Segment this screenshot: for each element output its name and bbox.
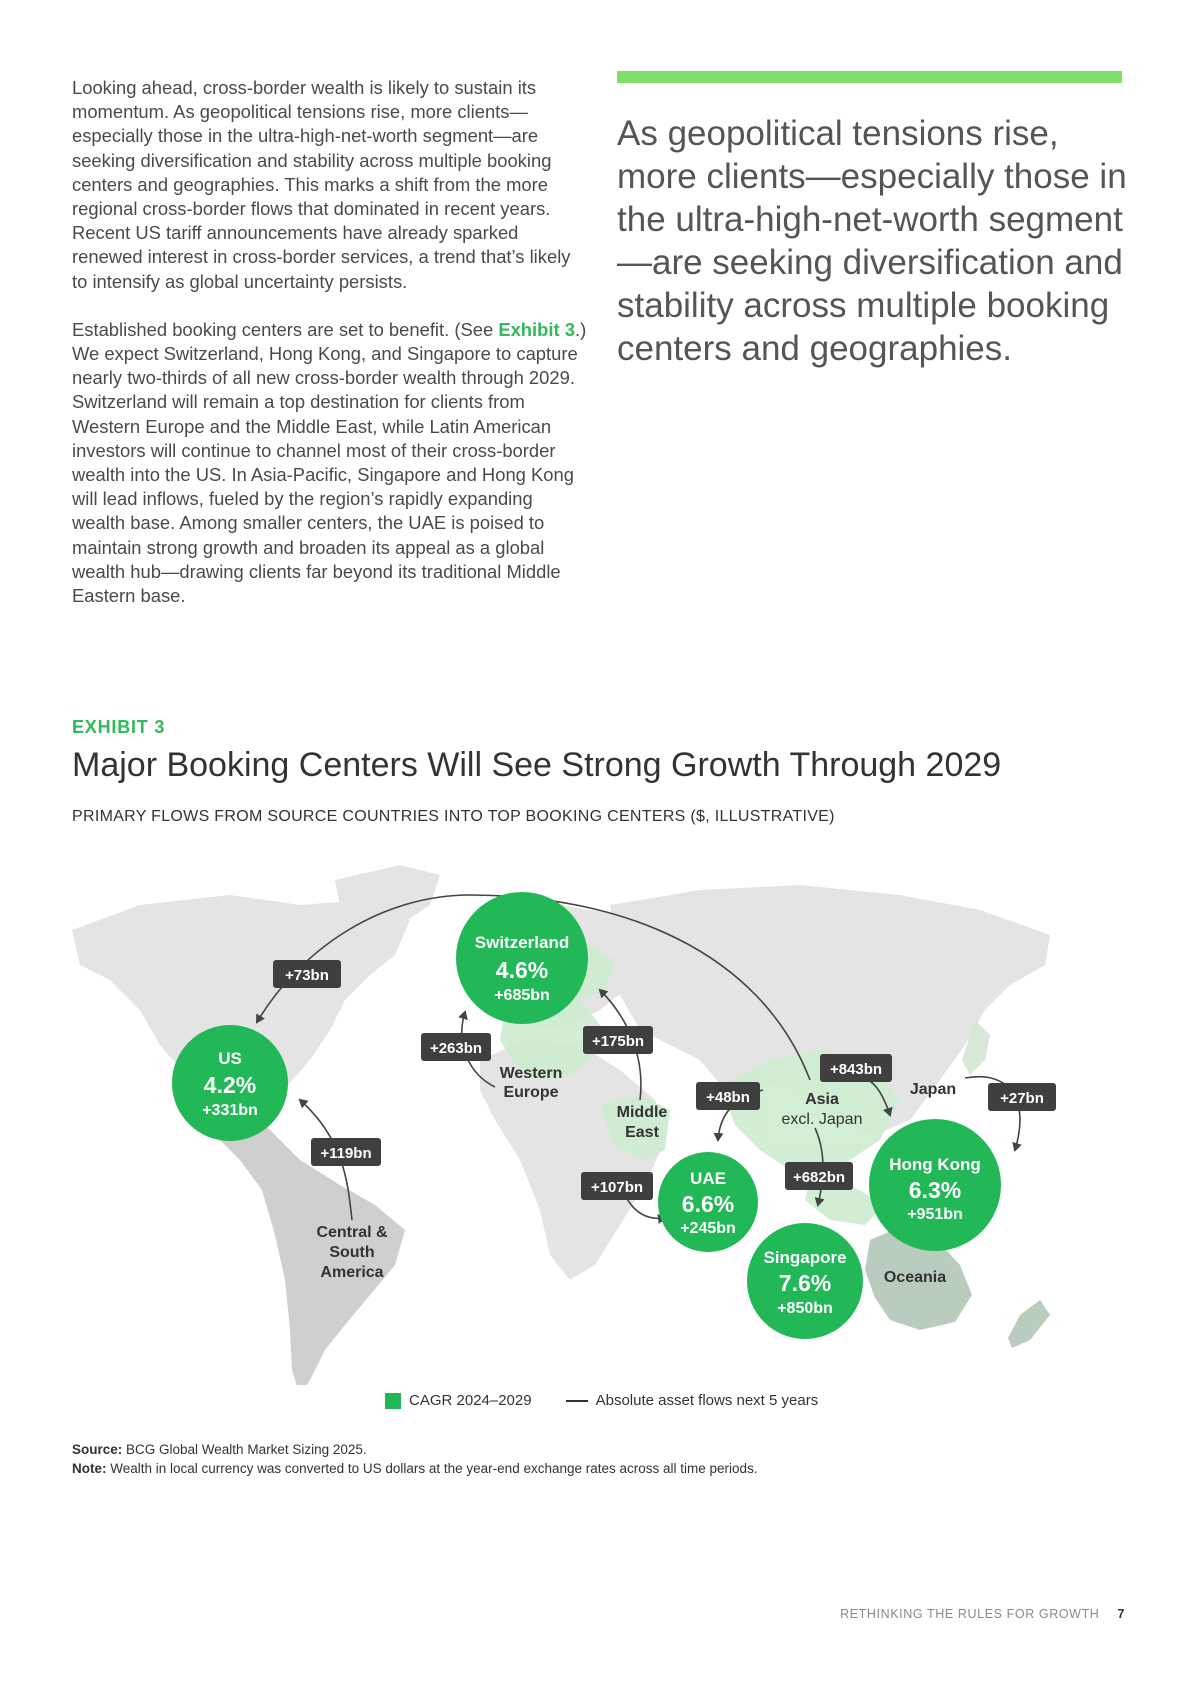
flow-label-asia-to-us: +73bn	[285, 967, 329, 984]
asia-label-2: excl. Japan	[781, 1111, 863, 1128]
center-hong-kong	[869, 1119, 1001, 1251]
flow-label-me-to-uae: +107bn	[590, 1179, 644, 1196]
page-footer	[840, 1607, 1125, 1621]
flow-label-we-to-ch: +263bn	[429, 1040, 483, 1057]
note-line	[72, 1459, 758, 1478]
uae-cagr: 6.6%	[681, 1191, 735, 1217]
source-label: Source:	[72, 1442, 123, 1457]
oceania-label: Oceania	[883, 1269, 947, 1286]
flow-label-asia-to-uae: +48bn	[706, 1089, 750, 1106]
para2-post: .) We expect Switzerland, Hong Kong, and Singapore to capture nearly two-thirds of all new cross-border wealth through 2029. Switzerland will remain a top destination for clients from Western Europe and the Middle East, while Latin American investors will continue to channel most of their cross-border wealth into the US. In Asia-Pacific, Singapore and Hong Kong will lead inflows, fueled by the region’s rapidly expanding wealth base. Among smaller centers, the UAE is poised to maintain strong growth and broaden its appeal as a global wealth hub—drawing clients far beyond its traditional Middle Eastern base.	[72, 318, 587, 607]
csa-label-1: Central &	[316, 1224, 388, 1241]
source-line	[72, 1440, 758, 1459]
singapore-name: Singapore	[763, 1248, 847, 1267]
center-singapore	[747, 1223, 863, 1339]
body-paragraph-1: Looking ahead, cross-border wealth is likely to sustain its momentum. As geopolitical tensions rise, more clients—especially those in the ultra-high-net-worth segment—are seeking diversification and stability across multiple booking centers and geographies. This marks a shift from the more regional cross-border flows that dominated in recent years. Recent US tariff announcements have already sparked renewed interest in cross-border services, a trend that’s likely to intensify as global uncertainty persists.	[72, 77, 571, 292]
note-label: Note:	[72, 1461, 107, 1476]
page-number: 7	[1117, 1607, 1125, 1621]
legend-cagr-label: CAGR 2024–2029	[409, 1392, 532, 1409]
hong-kong-cagr: 6.3%	[908, 1177, 962, 1203]
source-text: BCG Global Wealth Market Sizing 2025.	[122, 1442, 367, 1457]
exhibit-title: Major Booking Centers Will See Strong Growth Through 2029	[72, 746, 1002, 784]
western-europe-label-2: Europe	[503, 1084, 559, 1101]
asia-label-1: Asia	[805, 1091, 839, 1108]
us-cagr: 4.2%	[203, 1072, 257, 1098]
center-us	[172, 1025, 288, 1141]
singapore-cagr: 7.6%	[778, 1270, 832, 1296]
center-switzerland	[456, 892, 588, 1024]
exhibit-subtitle: PRIMARY FLOWS FROM SOURCE COUNTRIES INTO TOP BOOKING CENTERS ($, ILLUSTRATIVE)	[72, 808, 835, 825]
flow-label-asia-to-sg: +682bn	[792, 1169, 846, 1186]
hong-kong-flow: +951bn	[907, 1206, 963, 1223]
booking-centers-map	[60, 840, 1090, 1385]
middle-east-label-2: East	[625, 1124, 659, 1141]
middle-east-label-1: Middle	[616, 1104, 668, 1121]
legend-flows-label: Absolute asset flows next 5 years	[595, 1392, 819, 1409]
pullquote-accent-bar	[617, 71, 1122, 83]
body-paragraph-2	[72, 318, 590, 608]
map-legend	[385, 1392, 818, 1409]
csa-label-2: South	[329, 1244, 375, 1261]
pullquote: As geopolitical tensions rise, more clients—especially those in the ultra-high-net-worth segment—are seeking diversification and stability across multiple booking centers and geographies.	[617, 114, 1127, 368]
note-text: Wealth in local currency was converted to US dollars at the year-end exchange rates across all time periods.	[106, 1461, 758, 1476]
us-name: US	[218, 1049, 242, 1068]
legend-cagr-swatch	[385, 1393, 401, 1409]
us-flow: +331bn	[202, 1102, 258, 1119]
flow-label-csa-to-us: +119bn	[320, 1145, 372, 1162]
singapore-flow: +850bn	[777, 1300, 833, 1317]
footer-title: RETHINKING THE RULES FOR GROWTH	[840, 1607, 1100, 1621]
hong-kong-name: Hong Kong	[889, 1155, 981, 1174]
western-europe-label-1: Western	[499, 1065, 563, 1082]
para2-pre: Established booking centers are set to benefit. (See	[72, 318, 499, 340]
uae-name: UAE	[690, 1169, 726, 1188]
flow-label-me-to-ch: +175bn	[591, 1033, 645, 1050]
body-text	[72, 76, 590, 632]
switzerland-name: Switzerland	[474, 933, 570, 952]
japan-label: Japan	[909, 1081, 957, 1098]
legend-flows	[566, 1392, 819, 1409]
exhibit-3-link[interactable]: Exhibit 3	[498, 318, 575, 340]
switzerland-cagr: 4.6%	[495, 957, 549, 983]
switzerland-flow: +685bn	[494, 987, 550, 1004]
flow-label-japan-to-hk: +27bn	[1000, 1090, 1044, 1107]
flow-label-asia-to-hk: +843bn	[829, 1061, 883, 1078]
exhibit-label: EXHIBIT 3	[72, 717, 166, 737]
center-uae	[658, 1152, 758, 1252]
uae-flow: +245bn	[680, 1220, 736, 1237]
csa-label-3: America	[320, 1264, 384, 1281]
exhibit-notes	[72, 1440, 758, 1478]
legend-cagr	[385, 1392, 532, 1409]
legend-flows-line	[566, 1400, 588, 1402]
new-zealand-shape	[1008, 1300, 1050, 1348]
